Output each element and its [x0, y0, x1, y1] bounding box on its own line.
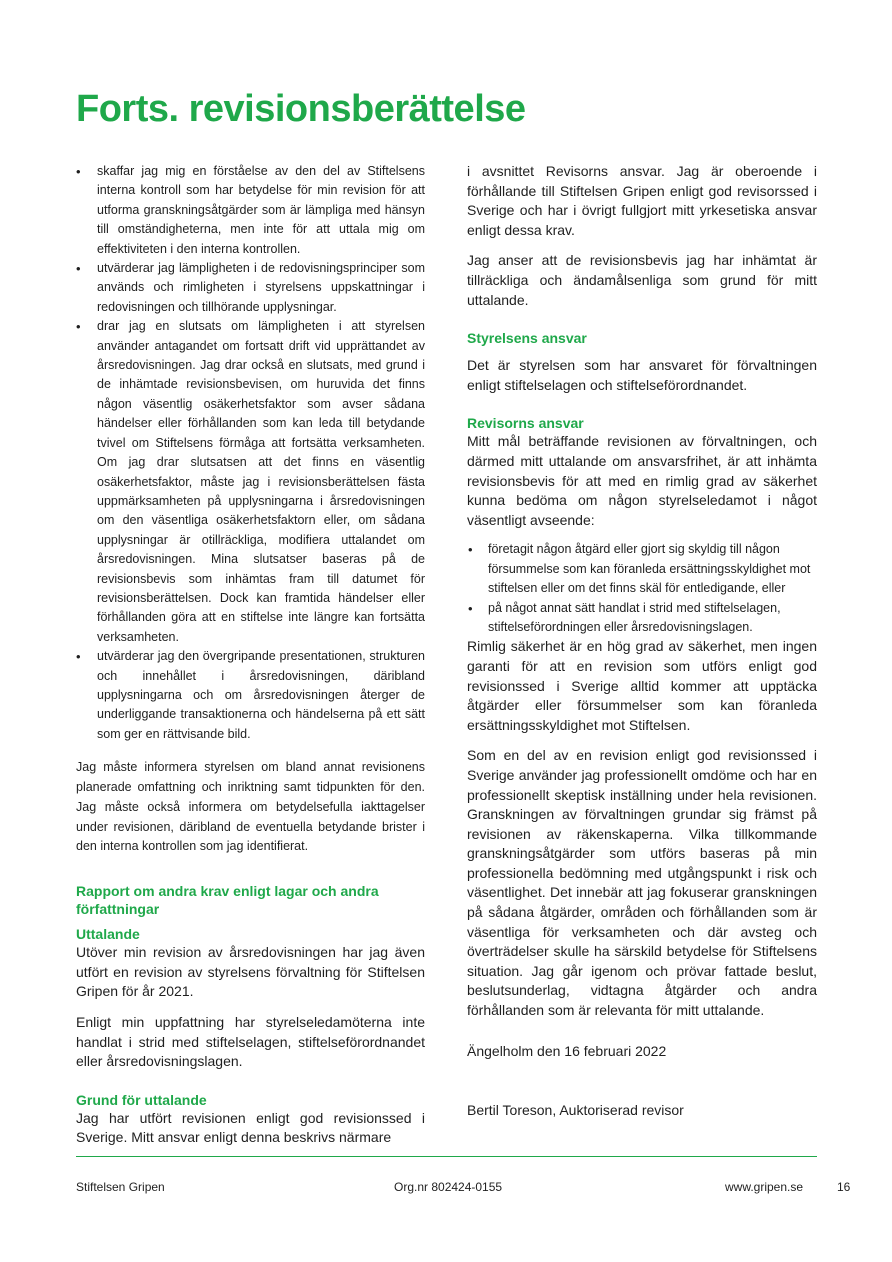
revisorns-ansvar-heading: Revisorns ansvar	[467, 415, 584, 432]
section-heading-other-requirements: Rapport om andra krav enligt lagar och andra författningar	[76, 883, 379, 918]
inform-paragraph: Jag måste informera styrelsen om bland annat revisionens planerade omfattning och inriktning samt tidpunkten för den. Jag måste också informera om betydelsefulla iakttagelser under revisionen, däribland de eventuella betydande brister i den interna kontrollen som jag identifierat.	[76, 760, 425, 854]
left-column	[76, 162, 425, 1148]
footer-org-name: Stiftelsen Gripen	[76, 1180, 165, 1194]
styrelsens-ansvar-paragraph: Det är styrelsen som har ansvaret för förvaltningen enligt stiftelselagen och stiftelseförordnandet.	[467, 357, 817, 393]
uttalande-heading: Uttalande	[76, 926, 140, 943]
revisorns-ansvar-paragraph-1: Mitt mål beträffande revisionen av förvaltningen, och därmed mitt uttalande om ansvarsfrihet, är att inhämta revisionsbevis för att med en rimlig grad av säkerhet kunna bedöma om någon styrelseledamot i något väsentligt avseende:	[467, 433, 817, 528]
page-number: 16	[837, 1180, 851, 1194]
place-and-date: Ängelholm den 16 februari 2022	[467, 1042, 667, 1059]
continued-paragraph-2: Jag anser att de revisionsbevis jag har inhämtat är tillräckliga och ändamålsenliga som grund för mitt uttalande.	[467, 252, 817, 308]
continued-paragraph-1: i avsnittet Revisorns ansvar. Jag är oberoende i förhållande till Stiftelsen Gripen enligt god revisorssed i Sverige och har i övrigt fullgjort mitt yrkesetiska ansvar enligt dessa krav.	[467, 163, 817, 238]
list-item: • företagit någon åtgärd eller gjort sig skyldig till någon försummelse som kan föranleda ersättningsskyldighet mot stiftelsen eller om det finns skäl för entledigande, eller	[467, 540, 817, 598]
list-item: • utvärderar jag lämpligheten i de redovisningsprinciper som används och rimligheten i styrelsens uppskattningar i redovisningen och tillhörande upplysningar.	[76, 259, 425, 317]
list-item: • på något annat sätt handlat i strid med stiftelselagen, stiftelseförordningen eller årsredovisningslagen.	[467, 599, 817, 638]
styrelsens-ansvar-heading: Styrelsens ansvar	[467, 330, 587, 347]
revisorns-ansvar-paragraph-2: Rimlig säkerhet är en hög grad av säkerhet, men ingen garanti för att en revision som utförs enligt god revisionssed i Sverige alltid kommer att upptäcka åtgärder eller försummelser som kan föranleda ersättningsskyldighet mot Stiftelsen.	[467, 638, 817, 733]
grund-heading: Grund för uttalande	[76, 1091, 207, 1108]
list-item: • skaffar jag mig en förståelse av den del av Stiftelsens interna kontroll som har betydelse för min revision för att utforma granskningsåtgärder som är lämpliga med hänsyn till omständigheterna, men inte för att uttala mig om effektiviteten i den interna kontrollen.	[76, 162, 425, 259]
list-item: • utvärderar jag den övergripande presentationen, strukturen och innehållet i årsredovisningen, däribland upplysningarna och om årsredovisningen återger de underliggande transaktionerna och händelserna på ett sätt som ger en rättvisande bild.	[76, 647, 425, 744]
right-column	[467, 162, 817, 1121]
audit-procedures-list	[76, 162, 425, 744]
uttalande-paragraph-2: Enligt min uppfattning har styrelseledamöterna inte handlat i strid med stiftelselagen, stiftelseförordnandet eller årsredovisningslagen.	[76, 1013, 425, 1070]
footer-divider	[76, 1156, 817, 1157]
grund-paragraph-1: Jag har utfört revisionen enligt god revisionssed i Sverige. Mitt ansvar enligt denna beskrivs närmare	[76, 1109, 425, 1146]
page-title: Forts. revisionsberättelse	[76, 88, 526, 130]
footer-website-link[interactable]: www.gripen.se	[725, 1180, 804, 1194]
list-item: • drar jag en slutsats om lämpligheten i att styrelsen använder antagandet om fortsatt drift vid upprättandet av årsredovisningen. Jag drar också en slutsats, med grund i de inhämtade revisionsbevisen, om huruvida det finns någon väsentlig osäkerhetsfaktor som avser sådana händelser eller förhållanden som kan leda till betydande tvivel om Stiftelsens förmåga att fortsätta verksamheten. Om jag drar slutsatsen att det finns en väsentlig osäkerhetsfaktor, måste jag i revisionsberättelsen fästa uppmärksamheten på upplysningarna i årsredovisningen om den väsentliga osäkerhetsfaktorn eller, om sådana upplysningar är otillräckliga, modifiera uttalandet om årsredovisningen. Mina slutsatser baseras på de revisionsbevis som inhämtas fram till datumet för revisionsberättelsen. Dock kan framtida händelser eller förhållanden göra att en stiftelse inte längre kan fortsätta verksamheten.	[76, 317, 425, 647]
uttalande-paragraph-1: Utöver min revision av årsredovisningen har jag även utfört en revision av styrelsens förvaltning för Stiftelsen Gripen för år 2021.	[76, 944, 425, 1000]
revisorns-ansvar-paragraph-3: Som en del av en revision enligt god revisionssed i Sverige använder jag professionellt omdöme och har en professionellt skeptisk inställning under hela revisionen. Granskningen av förvaltningen grundar sig främst på revisionen av räkenskaperna. Vilka tillkommande granskningsåtgärder som utförs baseras på min professionella bedömning med utgångspunkt i risk och väsentlighet. Det innebär att jag fokuserar granskningen på sådana åtgärder, områden och förhållanden som är väsentliga för verksamheten och där avsteg och överträdelser skulle ha särskild betydelse för Stiftelsens situation. Jag går igenom och prövar fattade beslut, beslutsunderlag, vidtagna åtgärder och andra förhållanden som är relevanta för mitt uttalande.	[467, 747, 817, 1019]
liability-criteria-list	[467, 540, 817, 637]
auditor-signature: Bertil Toreson, Auktoriserad revisor	[467, 1102, 684, 1119]
footer-org-number: Org.nr 802424-0155	[394, 1180, 503, 1194]
